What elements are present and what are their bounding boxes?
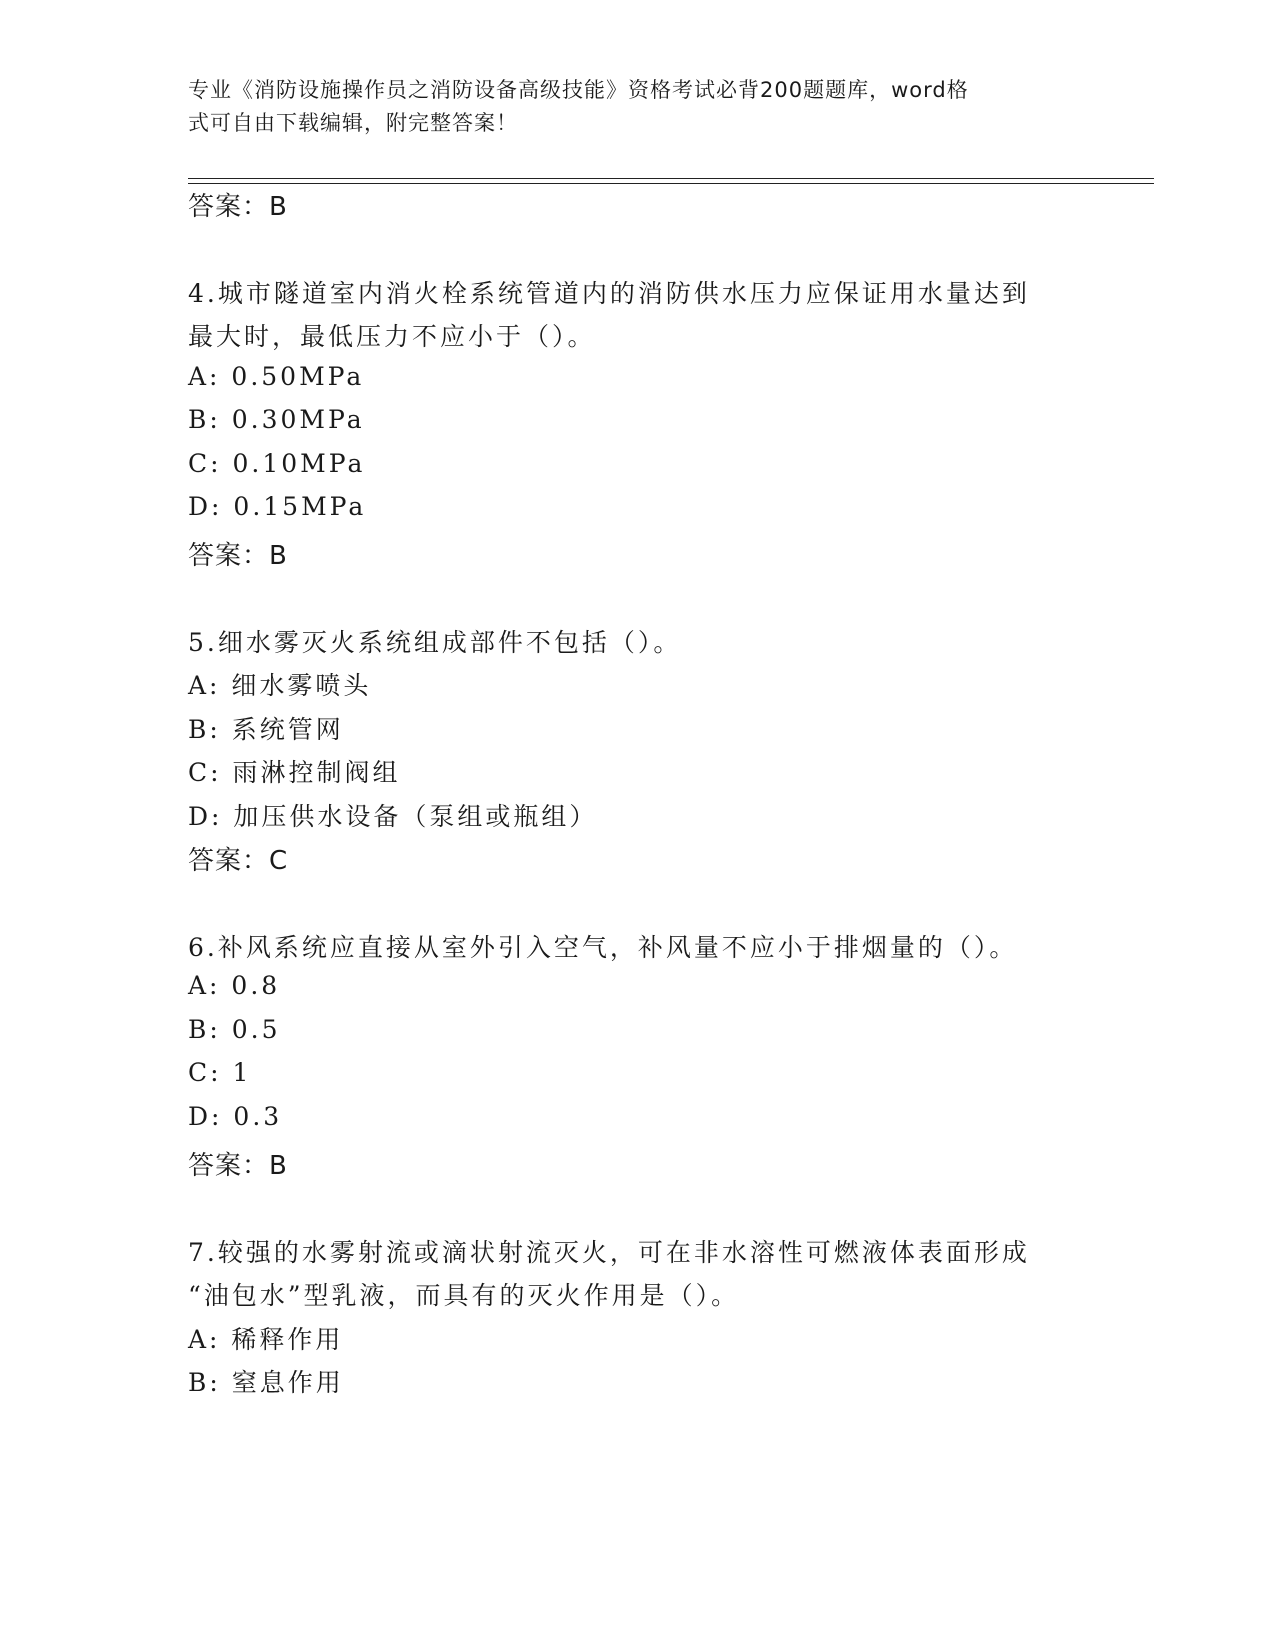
q5-option-c: C: 雨淋控制阀组	[188, 758, 401, 787]
q6-answer: 答案：B	[188, 1151, 288, 1181]
q4-stem-line-2: 最大时，最低压力不应小于（）。	[188, 322, 596, 351]
q5-option-b: B: 系统管网	[188, 715, 344, 744]
q4-stem-line-1: 4.城市隧道室内消火栓系统管道内的消防供水压力应保证用水量达到	[188, 279, 1030, 308]
q4-option-c: C: 0.10MPa	[188, 449, 366, 478]
q6-option-b: B: 0.5	[188, 1015, 281, 1044]
q4-option-d: D: 0.15MPa	[188, 492, 367, 521]
q5-answer: 答案：C	[188, 846, 289, 876]
q7-option-b: B: 窒息作用	[188, 1368, 344, 1397]
q6-option-c: C: 1	[188, 1058, 252, 1087]
q6-option-a: A: 0.8	[188, 971, 281, 1000]
q7-stem-line-2: “油包水”型乳液，而具有的灭火作用是（）。	[188, 1281, 740, 1310]
q7-stem-line-1: 7.较强的水雾射流或滴状射流灭火，可在非水溶性可燃液体表面形成	[188, 1238, 1030, 1267]
q6-stem-line-1: 6.补风系统应直接从室外引入空气，补风量不应小于排烟量的（）。	[188, 933, 1018, 962]
document-header	[188, 74, 1068, 140]
q4-option-a: A: 0.50MPa	[188, 362, 365, 391]
header-divider-bottom	[188, 183, 1154, 184]
q5-option-d: D: 加压供水设备（泵组或瓶组）	[188, 802, 598, 831]
answer-previous: 答案：B	[188, 192, 288, 222]
q7-option-a: A: 稀释作用	[188, 1325, 344, 1354]
header-line-2: 式可自由下载编辑，附完整答案！	[188, 111, 518, 135]
header-line-1: 专业《消防设施操作员之消防设备高级技能》资格考试必背200题题库，word格	[188, 78, 969, 102]
q5-option-a: A: 细水雾喷头	[188, 671, 372, 700]
q4-answer: 答案：B	[188, 541, 288, 571]
q6-option-d: D: 0.3	[188, 1102, 283, 1131]
header-divider-top	[188, 178, 1154, 179]
q4-option-b: B: 0.30MPa	[188, 405, 365, 434]
q5-stem-line-1: 5.细水雾灭火系统组成部件不包括（）。	[188, 628, 682, 657]
